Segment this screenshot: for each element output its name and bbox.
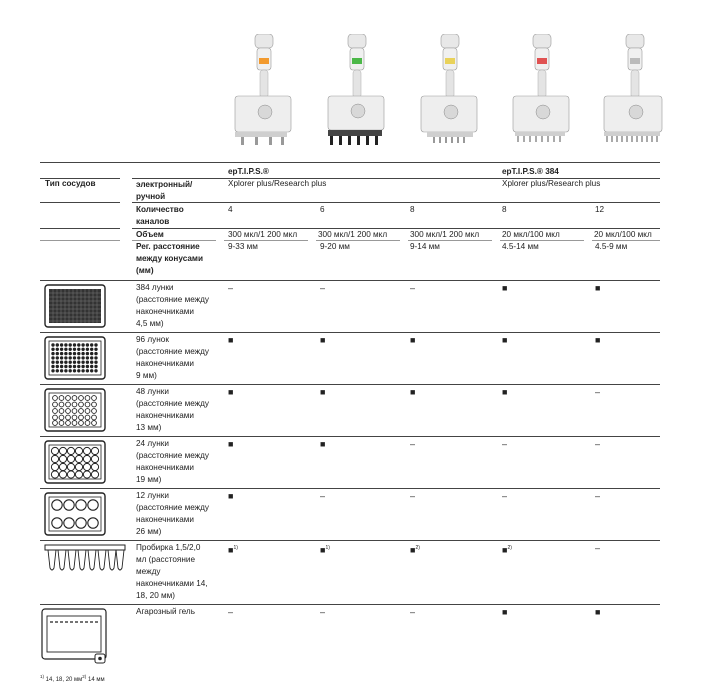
channels-label: каналов <box>136 217 170 226</box>
footnote: $^{1)}$ 14, 18, 20 $мм^{2)}$ 14 мм <box>40 674 105 683</box>
row-label: 96 лунок <box>136 335 169 344</box>
model-eptips384: Xplorer plus/Research plus <box>502 179 601 188</box>
compat-mark: ■ <box>595 607 601 617</box>
footnote-ref: 1) <box>325 545 330 551</box>
row-label: наконечниками <box>136 515 194 524</box>
rule <box>40 540 660 541</box>
channels-value: 4 <box>228 205 233 214</box>
volume-value: 300 мкл/1 200 мкл <box>410 230 480 239</box>
pipette-yellow <box>411 34 481 152</box>
rule <box>40 280 660 281</box>
plate-96-icon <box>44 336 106 385</box>
rule-top <box>40 162 660 163</box>
compat-mark: ■ <box>228 335 234 345</box>
compat-mark: ■ <box>410 335 416 345</box>
row-label: (расстояние между <box>136 399 210 408</box>
vessel-type-header: Тип сосудов <box>45 179 96 188</box>
spacing-value: 4.5-14 мм <box>502 242 539 251</box>
spacing-value: 9-33 мм <box>228 242 258 251</box>
plate-384-icon <box>44 284 106 333</box>
compat-mark: ■ <box>320 439 326 449</box>
row-label: (расстояние между <box>136 451 210 460</box>
volume-label: Объем <box>136 230 164 239</box>
spacing-value: 4.5-9 мм <box>595 242 628 251</box>
footnote-ref: 2) <box>507 545 512 551</box>
channels-label: Количество <box>136 205 184 214</box>
rule <box>40 488 660 489</box>
row-label: Агарозный гель <box>136 607 195 616</box>
row-label: (расстояние между <box>136 347 210 356</box>
channels-value: 6 <box>320 205 325 214</box>
rule <box>40 332 660 333</box>
compat-mark: – <box>410 491 416 501</box>
rule <box>132 228 660 229</box>
compat-mark: – <box>410 283 416 293</box>
compat-mark: – <box>320 607 326 617</box>
model-eptips: Xplorer plus/Research plus <box>228 179 327 188</box>
volume-value: 20 мкл/100 мкл <box>594 230 652 239</box>
compat-mark: – <box>320 283 326 293</box>
pipette-red <box>503 34 573 152</box>
row-label: 13 мм) <box>136 423 162 432</box>
compat-mark: ■ <box>228 491 234 501</box>
spacing-label: (мм) <box>136 266 154 275</box>
compat-mark: – <box>410 439 416 449</box>
compat-mark: – <box>595 387 601 397</box>
plate-24-icon <box>44 440 106 489</box>
row-label: наконечниками <box>136 307 194 316</box>
compat-mark: ■ <box>502 283 508 293</box>
mode-label: электронный/ <box>136 180 193 189</box>
row-label: Пробирка 1,5/2,0 <box>136 543 201 552</box>
compat-mark: ■$^{1)}$ <box>228 545 238 555</box>
row-label: 4,5 мм) <box>136 319 164 328</box>
rule <box>40 240 120 241</box>
row-label: мл (расстояние <box>136 555 195 564</box>
row-label: между <box>136 567 161 576</box>
volume-value: 300 мкл/1 200 мкл <box>318 230 388 239</box>
compat-mark: ■$^{2)}$ <box>502 545 512 555</box>
compat-mark: ■ <box>228 387 234 397</box>
compat-mark: ■ <box>410 387 416 397</box>
compat-mark: ■ <box>595 335 601 345</box>
pipette-green <box>318 34 388 152</box>
compat-mark: ■ <box>320 387 326 397</box>
row-label: наконечниками <box>136 359 194 368</box>
footnote-ref: 2) <box>415 545 420 551</box>
compat-mark: ■ <box>502 607 508 617</box>
compat-mark: – <box>595 439 601 449</box>
plate-12-icon <box>44 492 106 541</box>
channels-value: 8 <box>502 205 507 214</box>
agarose-gel-icon <box>40 608 110 671</box>
row-label: 19 мм) <box>136 475 162 484</box>
rule <box>40 604 660 605</box>
spacing-value: 9-20 мм <box>320 242 350 251</box>
rule <box>40 384 660 385</box>
mode-label: ручной <box>136 192 166 201</box>
compat-mark: ■ <box>502 387 508 397</box>
tube-rack-icon <box>44 544 126 579</box>
compat-mark: ■ <box>595 283 601 293</box>
group-eptips: epT.I.P.S.® <box>228 167 269 176</box>
volume-value: 300 мкл/1 200 мкл <box>228 230 298 239</box>
compat-mark: ■ <box>502 335 508 345</box>
row-label: 12 лунки <box>136 491 169 500</box>
compat-mark: – <box>228 607 234 617</box>
row-label: 18, 20 мм) <box>136 591 176 600</box>
footnote-ref: 1) <box>233 545 238 551</box>
row-label: наконечниками <box>136 463 194 472</box>
row-label: 24 лунки <box>136 439 169 448</box>
compat-mark: – <box>595 543 601 553</box>
spacing-label: Рег. расстояние <box>136 242 200 251</box>
compat-mark: ■$^{1)}$ <box>320 545 330 555</box>
compat-mark: – <box>410 607 416 617</box>
plate-48-icon <box>44 388 106 437</box>
row-label: 9 мм) <box>136 371 157 380</box>
spacing-value: 9-14 мм <box>410 242 440 251</box>
row-label: наконечниками 14, <box>136 579 208 588</box>
volume-value: 20 мкл/100 мкл <box>502 230 560 239</box>
rule <box>132 202 660 203</box>
compat-mark: ■$^{2)}$ <box>410 545 420 555</box>
group-eptips384: epT.I.P.S.® 384 <box>502 167 559 176</box>
channels-value: 12 <box>595 205 605 214</box>
row-label: 48 лунки <box>136 387 169 396</box>
row-label: 26 мм) <box>136 527 162 536</box>
spacing-label: между конусами <box>136 254 204 263</box>
compat-mark: – <box>228 283 234 293</box>
row-label: 384 лунки <box>136 283 174 292</box>
compat-mark: – <box>320 491 326 501</box>
compat-mark: ■ <box>320 335 326 345</box>
channels-value: 8 <box>410 205 415 214</box>
compat-mark: ■ <box>228 439 234 449</box>
compat-mark: – <box>595 491 601 501</box>
rule <box>40 436 660 437</box>
rule <box>40 202 120 203</box>
rule <box>40 228 120 229</box>
row-label: (расстояние между <box>136 295 210 304</box>
compat-mark: – <box>502 491 508 501</box>
pipette-gray <box>596 34 666 152</box>
row-label: наконечниками <box>136 411 194 420</box>
row-label: (расстояние между <box>136 503 210 512</box>
compat-mark: – <box>502 439 508 449</box>
pipette-orange <box>225 34 295 152</box>
